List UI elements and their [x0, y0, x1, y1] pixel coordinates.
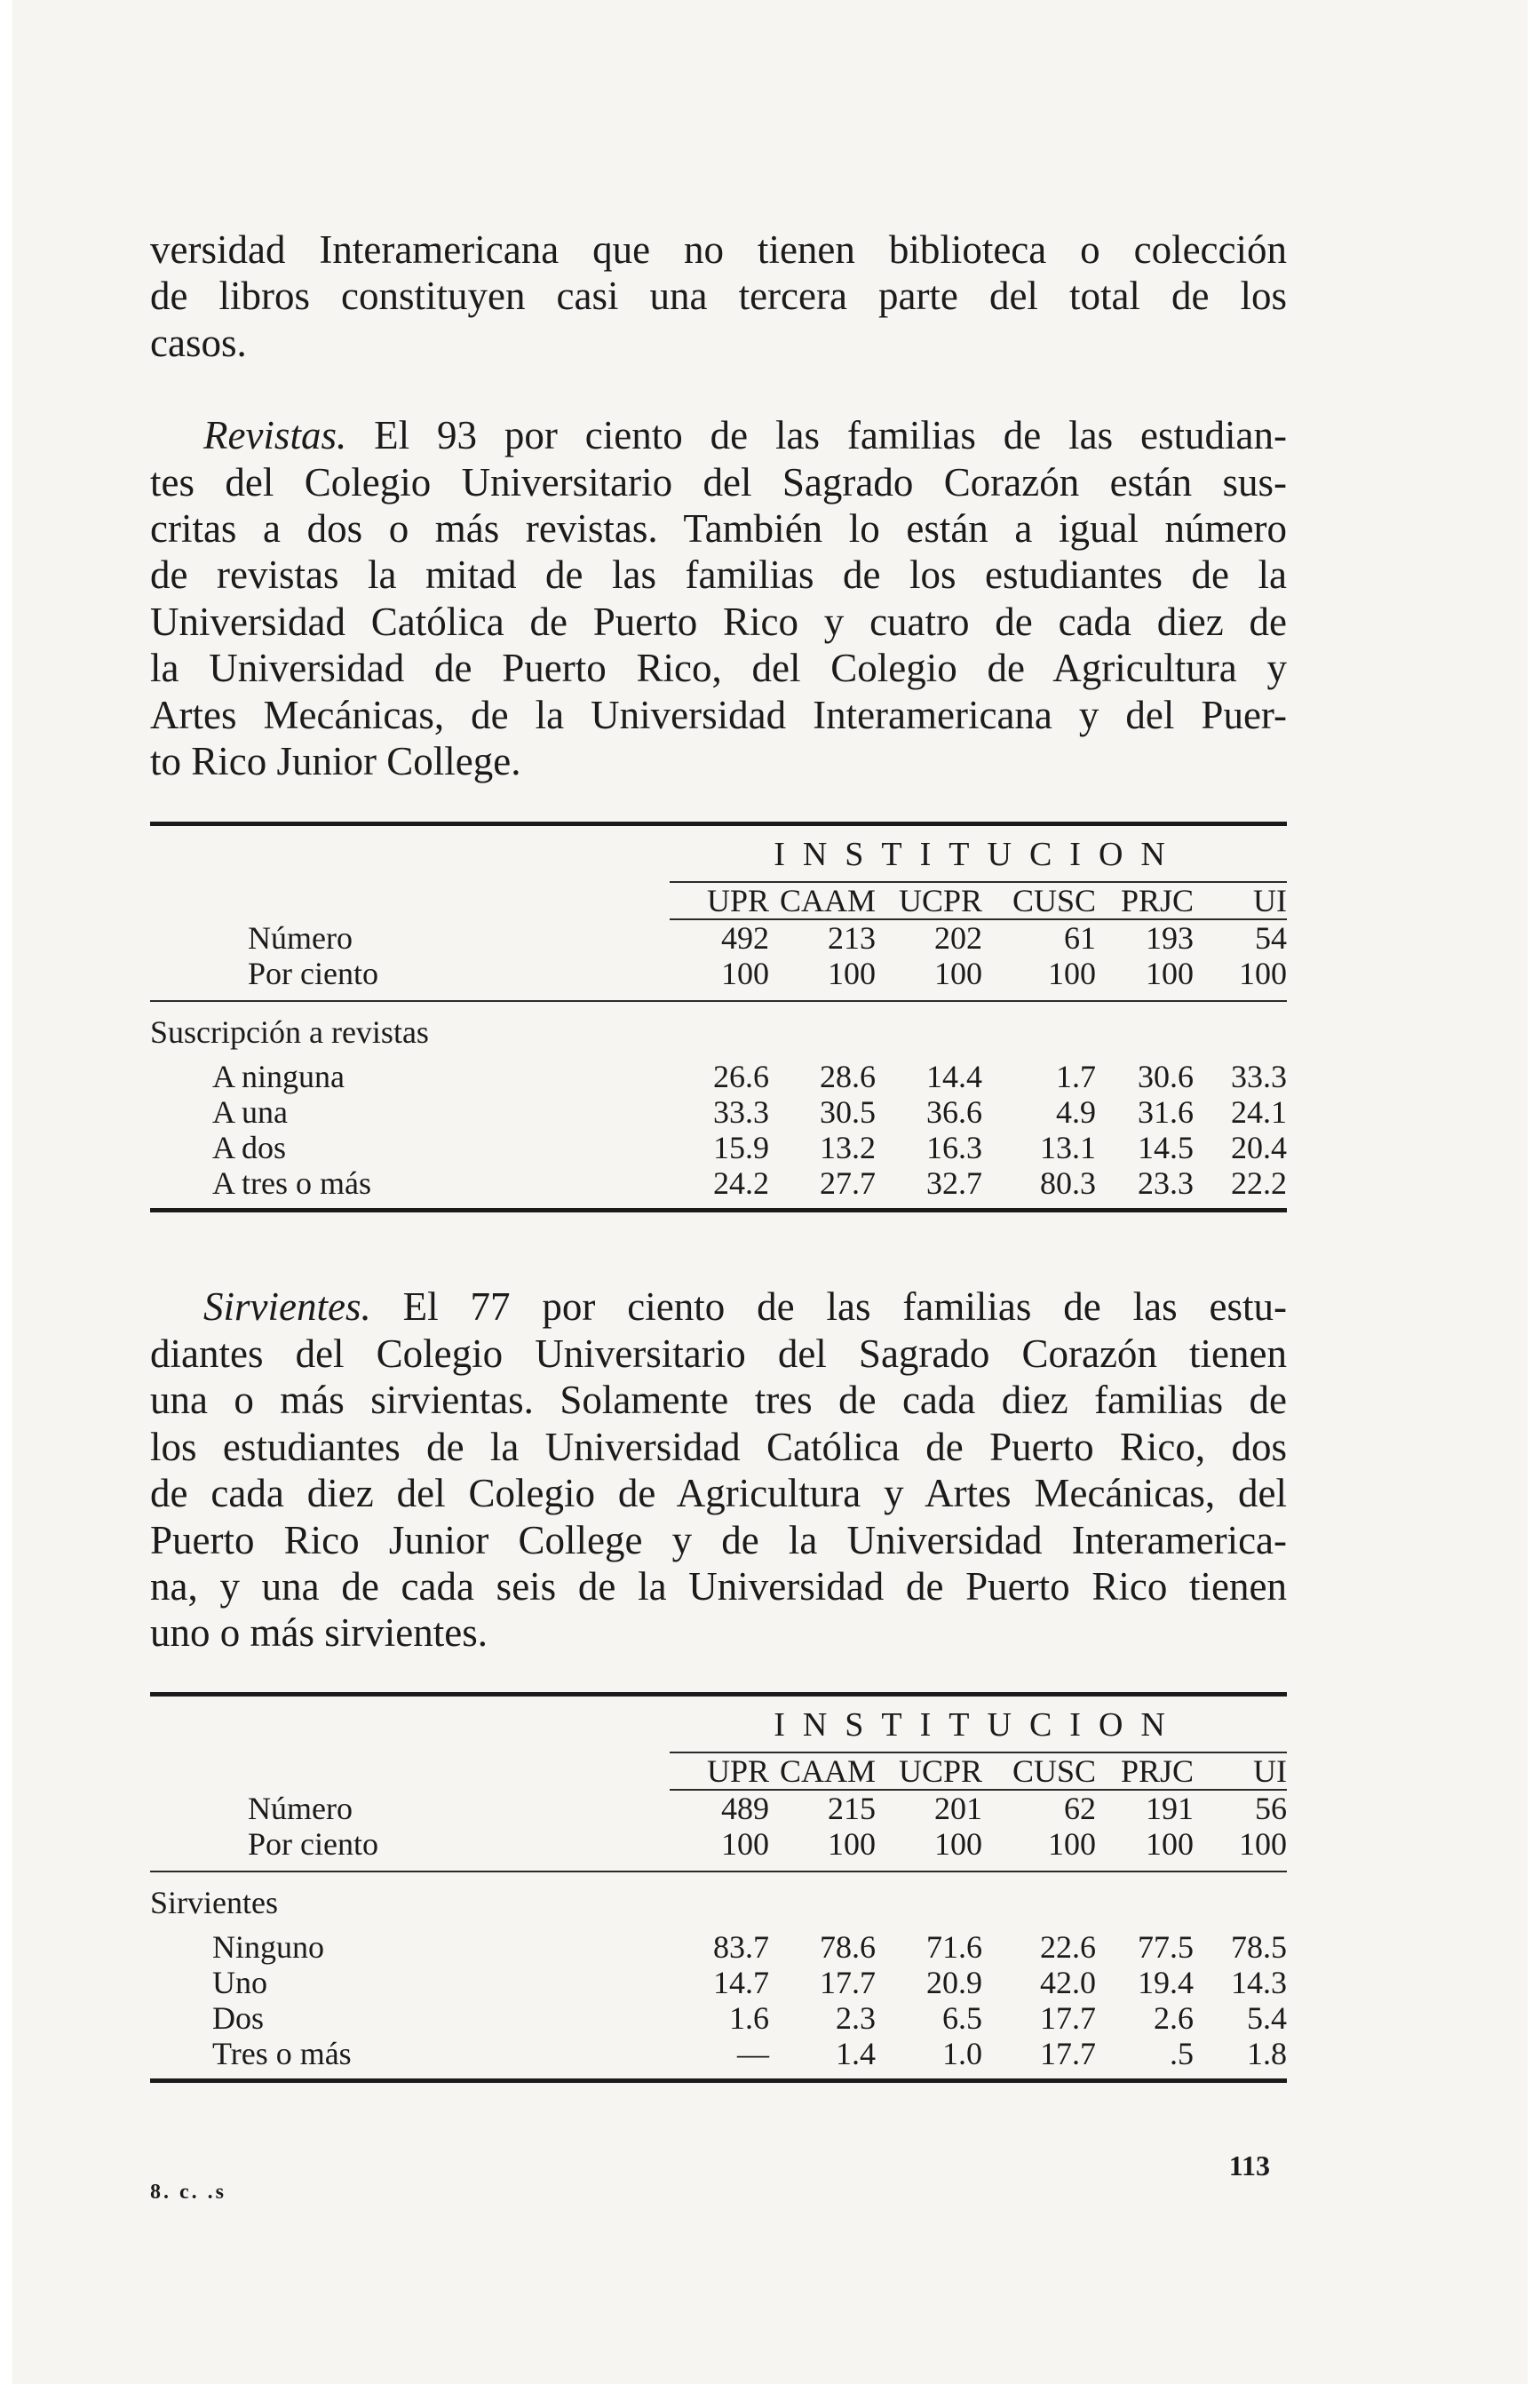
- cell: 193: [1096, 919, 1194, 956]
- page-content: [150, 226, 1287, 2083]
- cell: 1.7: [1056, 1059, 1096, 1095]
- cell: 100: [1048, 956, 1096, 992]
- text-line: versidad Interamericana que no tienen biblioteca o colección: [150, 227, 1287, 272]
- cell: 14.5: [1138, 1130, 1194, 1166]
- column-header: UCPR: [876, 882, 982, 919]
- cell: 202: [876, 919, 982, 956]
- table-row: [150, 1165, 1287, 1211]
- cell: 1.8: [1247, 2035, 1288, 2071]
- text-line: Universidad Católica de Puerto Rico y cuatro de cada diez de: [150, 599, 1287, 644]
- cell: 492: [670, 919, 769, 956]
- table-row: [150, 2036, 1287, 2081]
- cell: 31.6: [1138, 1094, 1194, 1131]
- cell: 213: [769, 919, 876, 956]
- cell: 33.3: [1231, 1059, 1288, 1095]
- porciento-row: [150, 1826, 1287, 1871]
- cell: 2.3: [836, 1999, 876, 2036]
- column-header: CUSC: [982, 882, 1096, 919]
- section-heading-revistas: Revistas.: [203, 413, 347, 458]
- text-line: tes del Colegio Universitario del Sagrado Corazón están sus-: [150, 459, 1287, 505]
- cell: 100: [1239, 1825, 1288, 1862]
- cell: 30.5: [820, 1094, 876, 1131]
- cell: 83.7: [713, 1928, 769, 1965]
- column-header: PRJC: [1096, 882, 1194, 919]
- text-line: de libros constituyen casi una tercera parte del total de los: [150, 274, 1287, 319]
- cell: 17.7: [1040, 1999, 1096, 2036]
- text-line: la Universidad de Puerto Rico, del Colegio de Agricultura y: [150, 646, 1287, 691]
- paragraph-continuation: [150, 226, 1287, 366]
- text-line: uno o más sirvientes.: [150, 1610, 488, 1656]
- numero-row: [150, 919, 1287, 956]
- table-sirvientes: [150, 1692, 1287, 2083]
- cell: 201: [876, 1790, 982, 1826]
- group-header-row: [150, 1694, 1287, 1752]
- table-row: [150, 1929, 1287, 1965]
- cell: 24.2: [713, 1165, 769, 1202]
- cell: 100: [828, 1825, 876, 1862]
- cell: 36.6: [926, 1094, 982, 1131]
- cell: 61: [982, 919, 1096, 956]
- text-line: critas a dos o más revistas. También lo están a igual número: [150, 506, 1287, 552]
- text-fragment: El 93 por ciento de las familias de las estudian-: [346, 413, 1287, 458]
- cell: 14.3: [1231, 1964, 1288, 2000]
- cell: 100: [1239, 956, 1288, 992]
- cell: 100: [721, 956, 769, 992]
- cell: 22.2: [1231, 1165, 1288, 1202]
- row-label: Número: [248, 1790, 353, 1826]
- column-header: UI: [1194, 882, 1287, 919]
- cell: 15.9: [713, 1130, 769, 1166]
- cell: 13.1: [1040, 1130, 1096, 1166]
- text-line: Artes Mecánicas, de la Universidad Interamericana y del Puer-: [150, 692, 1287, 737]
- table-row: [150, 1094, 1287, 1130]
- text-line: casos.: [150, 320, 247, 365]
- cell: 77.5: [1138, 1928, 1194, 1965]
- cell: 28.6: [820, 1059, 876, 1095]
- cell: 100: [721, 1825, 769, 1862]
- cell: 62: [982, 1790, 1096, 1826]
- cell: 1.0: [942, 2035, 982, 2071]
- cell: 54: [1194, 919, 1287, 956]
- cell: 20.9: [926, 1964, 982, 2000]
- cell: 24.1: [1231, 1094, 1288, 1131]
- section-row: [150, 1871, 1287, 1929]
- row-label: Ninguno: [212, 1928, 324, 1965]
- row-label: A tres o más: [212, 1165, 371, 1202]
- cell: 32.7: [926, 1165, 982, 1202]
- column-header: UPR: [670, 1752, 769, 1790]
- cell: 215: [769, 1790, 876, 1826]
- column-header-row: [150, 1752, 1287, 1790]
- cell: 26.6: [713, 1059, 769, 1095]
- cell: 14.4: [926, 1059, 982, 1095]
- row-label: Por ciento: [248, 1825, 378, 1862]
- table-row: [150, 1059, 1287, 1094]
- cell: 100: [1146, 956, 1194, 992]
- column-header: CUSC: [982, 1752, 1096, 1790]
- row-label: A una: [212, 1094, 288, 1131]
- cell: 30.6: [1138, 1059, 1194, 1095]
- cell: 22.6: [1040, 1928, 1096, 1965]
- cell: .5: [1170, 2035, 1194, 2071]
- column-header: CAAM: [769, 1752, 876, 1790]
- cell: 19.4: [1138, 1964, 1194, 2000]
- cell: 1.4: [836, 2035, 876, 2071]
- group-header: INSTITUCION: [774, 1705, 1183, 1744]
- row-label: A dos: [212, 1130, 287, 1166]
- cell: 14.7: [713, 1964, 769, 2000]
- column-header: UCPR: [876, 1752, 982, 1790]
- cell: 78.5: [1231, 1928, 1288, 1965]
- cell: 56: [1194, 1790, 1287, 1826]
- text-line: na, y una de cada seis de la Universidad de Puerto Rico tienen: [150, 1563, 1287, 1609]
- cell: 78.6: [820, 1928, 876, 1965]
- cell: 16.3: [926, 1130, 982, 1166]
- section-label: Sirvientes: [150, 1871, 670, 1929]
- page-number: 113: [1228, 2150, 1270, 2181]
- cell: —: [737, 2035, 769, 2071]
- column-header-row: [150, 882, 1287, 919]
- cell: 191: [1096, 1790, 1194, 1826]
- text-line: [150, 412, 1287, 458]
- cell: 17.7: [1040, 2035, 1096, 2071]
- group-header: INSTITUCION: [774, 836, 1183, 874]
- cell: 42.0: [1040, 1964, 1096, 2000]
- cell: 71.6: [926, 1928, 982, 1965]
- cell: 20.4: [1231, 1130, 1288, 1166]
- cell: 489: [670, 1790, 769, 1826]
- cell: 100: [1048, 1825, 1096, 1862]
- cell: 4.9: [1056, 1094, 1096, 1131]
- paragraph-revistas: [150, 412, 1287, 784]
- text-line: Puerto Rico Junior College y de la Universidad Interamerica-: [150, 1517, 1287, 1562]
- text-line: to Rico Junior College.: [150, 739, 521, 784]
- table-row: [150, 1130, 1287, 1165]
- cell: 100: [934, 1825, 982, 1862]
- cell: 33.3: [713, 1094, 769, 1131]
- text-line: diantes del Colegio Universitario del Sagrado Corazón tienen: [150, 1331, 1287, 1376]
- cell: 27.7: [820, 1165, 876, 1202]
- cell: 23.3: [1138, 1165, 1194, 1202]
- cell: 100: [934, 956, 982, 992]
- book-page: [12, 0, 1528, 2384]
- numero-row: [150, 1790, 1287, 1826]
- paragraph-sirvientes: [150, 1283, 1287, 1656]
- cell: 6.5: [942, 1999, 982, 2036]
- cell: 17.7: [820, 1964, 876, 2000]
- column-header: CAAM: [769, 882, 876, 919]
- cell: 1.6: [729, 1999, 769, 2036]
- cell: 80.3: [1040, 1165, 1096, 1202]
- section-row: [150, 1001, 1287, 1059]
- section-heading-sirvientes: Sirvientes.: [203, 1284, 371, 1330]
- text-line: de revistas la mitad de las familias de los estudiantes de la: [150, 552, 1287, 598]
- column-header: UPR: [670, 882, 769, 919]
- column-header: UI: [1194, 1752, 1287, 1790]
- text-line: los estudiantes de la Universidad Católica de Puerto Rico, dos: [150, 1424, 1287, 1469]
- signature-mark: 8. c. .s: [150, 2181, 226, 2204]
- row-label: Uno: [212, 1964, 267, 2000]
- text-fragment: El 77 por ciento de las familias de las estu-: [370, 1284, 1287, 1330]
- table-row: [150, 1965, 1287, 2000]
- row-label: Por ciento: [248, 956, 378, 992]
- table-revistas: [150, 822, 1287, 1212]
- row-label: Tres o más: [212, 2035, 352, 2071]
- row-label: Dos: [212, 1999, 265, 2036]
- row-label: A ninguna: [212, 1059, 345, 1095]
- text-line: [150, 1283, 1287, 1330]
- cell: 5.4: [1247, 1999, 1288, 2036]
- cell: 2.6: [1154, 1999, 1194, 2036]
- group-header-row: [150, 824, 1287, 883]
- text-line: una o más sirvientas. Solamente tres de cada diez familias de: [150, 1378, 1287, 1423]
- table-row: [150, 2000, 1287, 2036]
- section-label: Suscripción a revistas: [150, 1001, 670, 1059]
- text-line: de cada diez del Colegio de Agricultura y Artes Mecánicas, del: [150, 1471, 1287, 1516]
- cell: 100: [1146, 1825, 1194, 1862]
- row-label: Número: [248, 920, 353, 957]
- porciento-row: [150, 956, 1287, 1001]
- cell: 13.2: [820, 1130, 876, 1166]
- cell: 100: [828, 956, 876, 992]
- column-header: PRJC: [1096, 1752, 1194, 1790]
